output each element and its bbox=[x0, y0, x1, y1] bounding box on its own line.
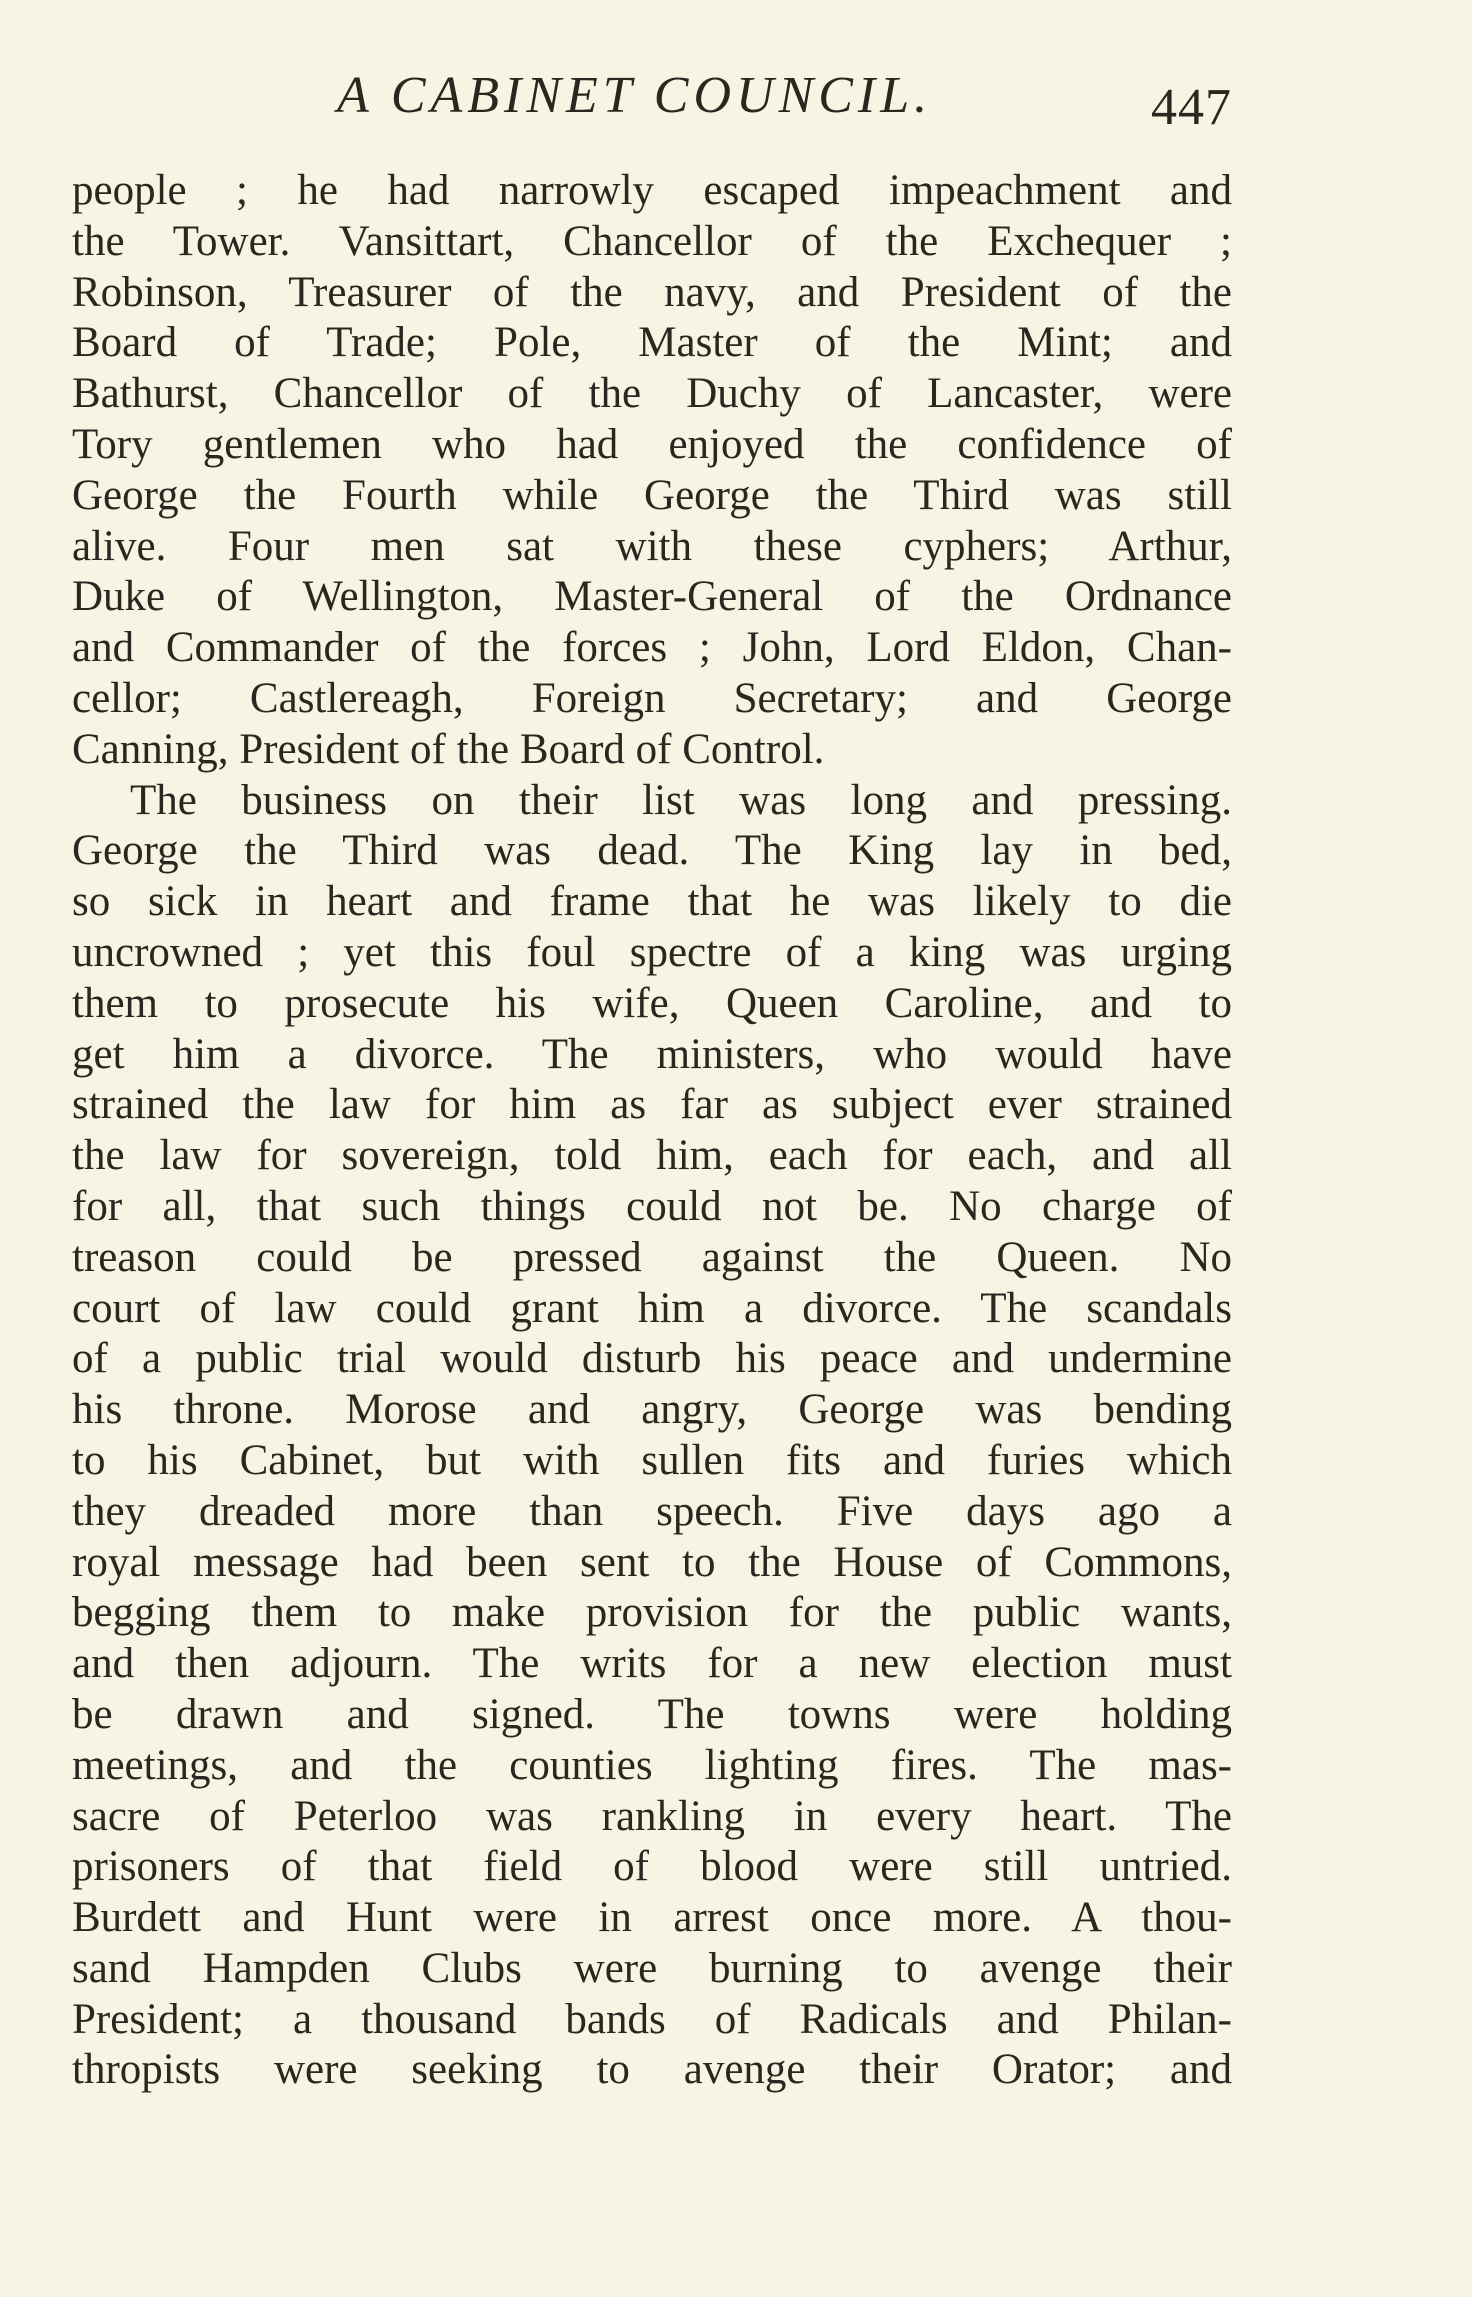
page-number: 447 bbox=[1151, 79, 1232, 136]
text-line: and then adjourn. The writs for a new election must bbox=[72, 1640, 1232, 1688]
text-line: treason could be pressed against the Queen. No bbox=[72, 1233, 1232, 1281]
text-line: meetings, and the counties lighting fires. The mas- bbox=[72, 1741, 1232, 1789]
paragraph-start-line: The business on their list was long and pressing. bbox=[130, 776, 1232, 824]
text-line: people ; he had narrowly escaped impeachment and bbox=[72, 167, 1232, 214]
text-line: alive. Four men sat with these cyphers; Arthur, bbox=[72, 522, 1232, 570]
text-line: for all, that such things could not be. No charge of bbox=[72, 1182, 1232, 1230]
text-line: Bathurst, Chancellor of the Duchy of Lancaster, were bbox=[72, 370, 1232, 418]
text-line: to his Cabinet, but with sullen fits and furies which bbox=[72, 1436, 1232, 1484]
text-line: strained the law for him as far as subject ever strained bbox=[72, 1081, 1232, 1129]
text-line: sacre of Peterloo was rankling in every heart. The bbox=[72, 1792, 1232, 1840]
text-line: begging them to make provision for the public wants, bbox=[72, 1589, 1232, 1637]
text-line: George the Third was dead. The King lay in bed, bbox=[72, 827, 1232, 875]
text-line: George the Fourth while George the Third was still bbox=[72, 471, 1232, 519]
text-line: cellor; Castlereagh, Foreign Secretary; and George bbox=[72, 674, 1232, 722]
text-line: Robinson, Treasurer of the navy, and President of the bbox=[72, 268, 1232, 316]
text-line: thropists were seeking to avenge their Orator; and bbox=[72, 2046, 1232, 2094]
text-line: President; a thousand bands of Radicals and Philan- bbox=[72, 1995, 1232, 2043]
text-line: be drawn and signed. The towns were holding bbox=[72, 1690, 1232, 1738]
text-line: his throne. Morose and angry, George was bending bbox=[72, 1386, 1232, 1434]
text-line: the law for sovereign, told him, each for each, and all bbox=[72, 1132, 1232, 1180]
text-line: of a public trial would disturb his peace and undermine bbox=[72, 1335, 1232, 1383]
text-line: they dreaded more than speech. Five days ago a bbox=[72, 1487, 1232, 1535]
running-title: A CABINET COUNCIL. bbox=[337, 67, 933, 124]
text-line: court of law could grant him a divorce. The scandals bbox=[72, 1284, 1232, 1332]
text-line: Duke of Wellington, Master-General of the Ordnance bbox=[72, 573, 1232, 621]
paragraph-end-line: Canning, President of the Board of Control. bbox=[72, 725, 825, 773]
body-text bbox=[72, 166, 1232, 2096]
text-line: prisoners of that field of blood were still untried. bbox=[72, 1843, 1232, 1891]
text-line: uncrowned ; yet this foul spectre of a king was urging bbox=[72, 928, 1232, 976]
text-line: sand Hampden Clubs were burning to avenge their bbox=[72, 1944, 1232, 1992]
text-line: Tory gentlemen who had enjoyed the confidence of bbox=[72, 420, 1232, 468]
text-line: them to prosecute his wife, Queen Caroline, and to bbox=[72, 979, 1232, 1027]
text-line: Burdett and Hunt were in arrest once more. A thou- bbox=[72, 1894, 1232, 1942]
text-line: get him a divorce. The ministers, who would have bbox=[72, 1030, 1232, 1078]
text-line: the Tower. Vansittart, Chancellor of the Exchequer ; bbox=[72, 217, 1232, 265]
text-line: Board of Trade; Pole, Master of the Mint; and bbox=[72, 319, 1232, 367]
text-line: so sick in heart and frame that he was likely to die bbox=[72, 878, 1232, 926]
text-line: and Commander of the forces ; John, Lord Eldon, Chan- bbox=[72, 624, 1232, 672]
running-head bbox=[72, 62, 1232, 142]
text-line: royal message had been sent to the House of Commons, bbox=[72, 1538, 1232, 1586]
